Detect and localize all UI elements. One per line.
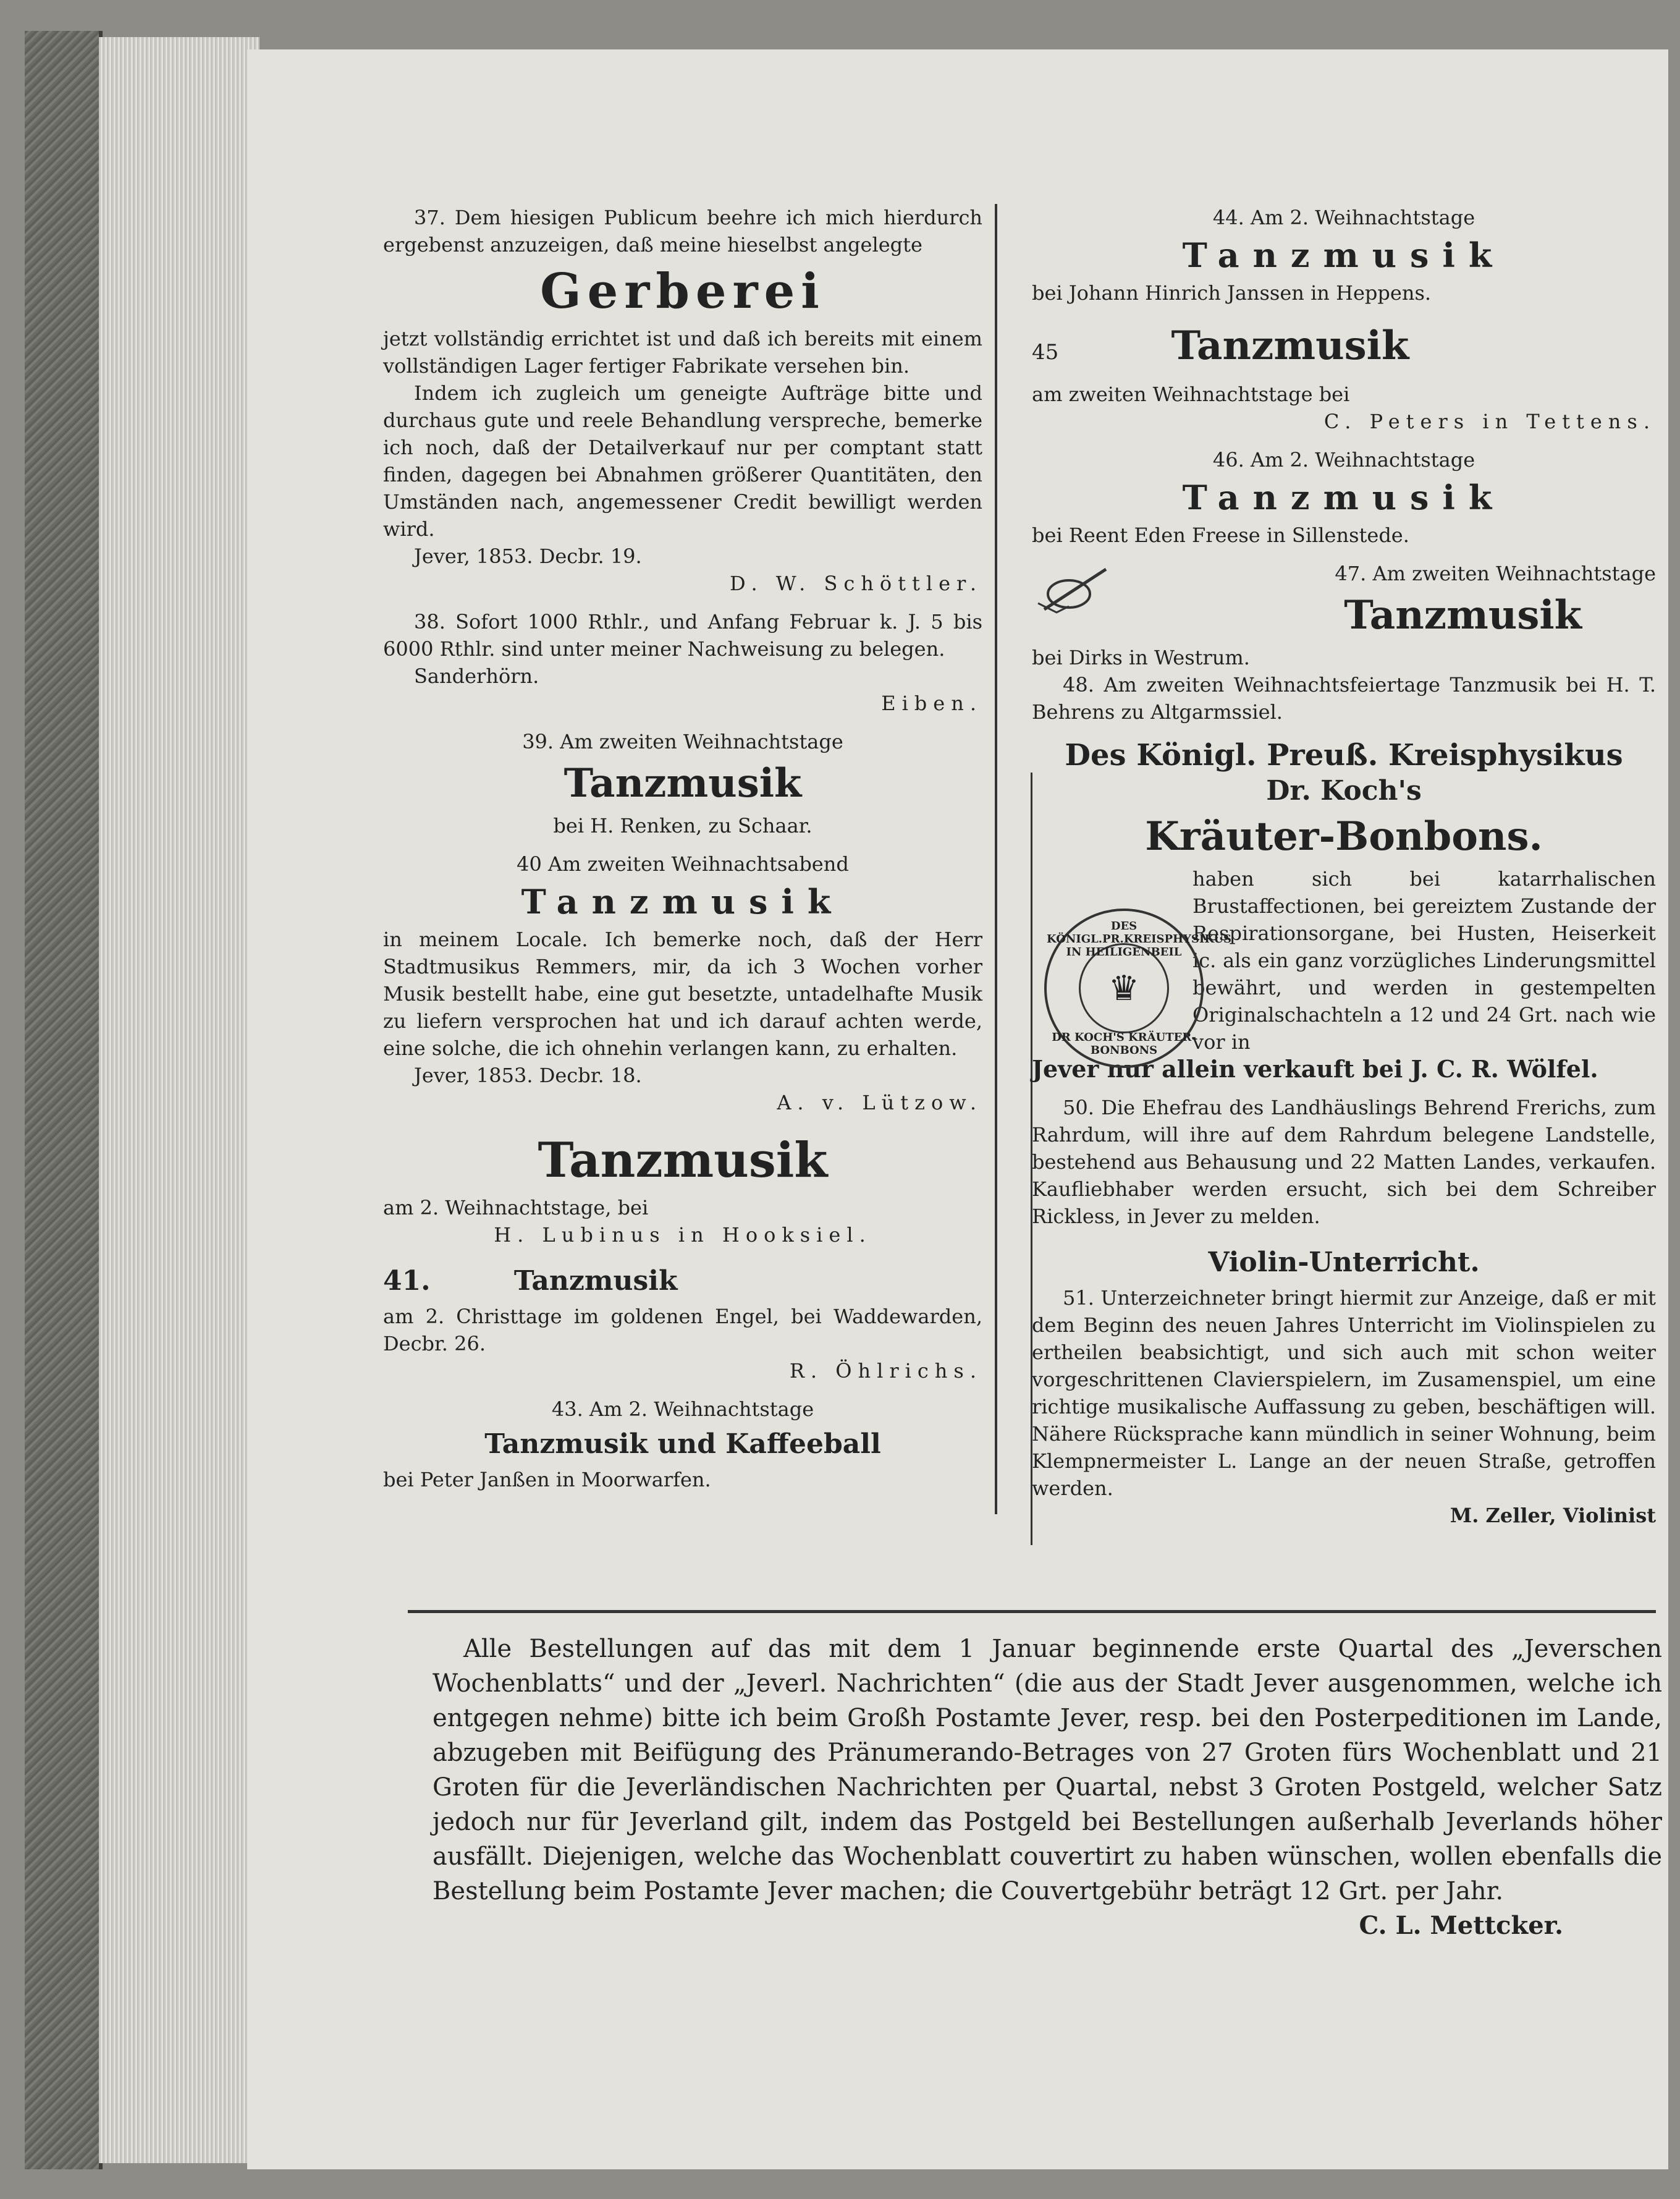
ad46-heading: Tanzmusik bbox=[1182, 478, 1506, 517]
seal-top-text: DES KÖNIGL.PR.KREISPHYSIKUS IN HEILIGENBEIL bbox=[1047, 920, 1232, 959]
ad43-heading: Tanzmusik und Kaffeeball bbox=[484, 1428, 881, 1460]
seal-emblem-icon: ♛ bbox=[1079, 943, 1169, 1033]
ad40-heading: Tanzmusik bbox=[521, 882, 845, 922]
ad47-heading: Tanzmusik bbox=[1344, 592, 1582, 638]
koch-line1: Des Königl. Preuß. Kreisphysikus bbox=[1065, 738, 1623, 773]
ad37-heading: Gerberei bbox=[540, 263, 825, 320]
ad41-body: am 2. Christtage im goldenen Engel, bei Waddewarden, Decbr. 26. bbox=[383, 1305, 982, 1355]
lubinus-line1: am 2. Weihnachtstage, bei bbox=[383, 1196, 649, 1219]
page-edges bbox=[99, 37, 260, 2163]
ad37-body: jetzt vollständig errichtet ist und daß ich bereits mit einem vollständigen Lager fertiger Fabrikate versehen bin. bbox=[383, 327, 982, 378]
ad51-body: 51. Unterzeichneter bringt hiermit zur Anzeige, daß er mit dem Beginn des neuen Jahres Unterricht im Violinspielen zu ertheilen beabsichtigt, und sich auch mit schon weiter vorgeschrittenen Clavierspielern, im Zusamenspiel, um eine richtige musikalische Auffassung zu geben, beschäftigen will. Nähere Rücksprache kann mündlich in seiner Wohnung, beim Klempnermeister L. Lange an der neuen Straße, getroffen werden. bbox=[1032, 1286, 1656, 1500]
ad37-intro: 37. Dem hiesigen Publicum beehre ich mich hierdurch ergebenst anzuzeigen, daß meine hieselbst angelegte bbox=[383, 206, 982, 256]
koch-seller: Jever nur allein verkauft bei J. C. R. Wölfel. bbox=[1032, 1055, 1598, 1083]
ad45-line2: C. Peters in Tettens. bbox=[1323, 410, 1656, 433]
ad46-intro: 46. Am 2. Weihnachtstage bbox=[1212, 448, 1475, 472]
ad47-line: bei Dirks in Westrum. bbox=[1032, 646, 1250, 669]
ad40-body: in meinem Locale. Ich bemerke noch, daß der Herr Stadtmusikus Remmers, mir, da ich 3 Wochen vorher Musik bestellt habe, eine gut besetzte, untadelhafte Musik zu liefern versprochen hat und ich darauf achten werde, eine solche, die ich ohnehin verlangen kann, zu erhalten. bbox=[383, 928, 982, 1060]
ad39-intro: 39. Am zweiten Weihnachtstage bbox=[522, 730, 843, 753]
ad40-date: Jever, 1853. Decbr. 18. bbox=[414, 1064, 642, 1087]
ad45-heading: Tanzmusik bbox=[1171, 323, 1409, 369]
lubinus-line2: H. Lubinus in Hooksiel. bbox=[494, 1223, 872, 1247]
ad47-intro: 47. Am zweiten Weihnachtstage bbox=[1335, 562, 1656, 585]
koch-line2: Dr. Koch's bbox=[1266, 775, 1422, 807]
ad50-text: 50. Die Ehefrau des Landhäuslings Behrend Frerichs, zum Rahrdum, will ihre auf dem Rahrdum belegene Landstelle, bestehend aus Behausung und 22 Matten Landes, verkaufen. Kaufliebhaber werden ersucht, sich bei dem Schreiber Rickless, in Jever zu melden. bbox=[1032, 1096, 1656, 1228]
subscription-notice bbox=[433, 1632, 1662, 1943]
ad51-signature: M. Zeller, Violinist bbox=[1450, 1504, 1656, 1527]
ad43-intro: 43. Am 2. Weihnachtstage bbox=[551, 1397, 814, 1421]
koch-body: haben sich bei katarrhalischen Brustaffectionen, bei gereiztem Zustande der Respirationsorgane, bei Husten, Heiserkeit ic. als ein ganz vorzügliches Linderungsmittel bewährt, und werden in gestempelten Originalschachteln a 12 und 24 Grt. nach wie vor in bbox=[1192, 867, 1656, 1054]
ad38-text: 38. Sofort 1000 Rthlr., und Anfang Februar k. J. 5 bis 6000 Rthlr. sind unter meiner Nachweisung zu belegen. bbox=[383, 610, 982, 661]
left-column bbox=[383, 204, 982, 1493]
ad41-number: 41. bbox=[383, 1265, 431, 1297]
ad43-line: bei Peter Janßen in Moorwarfen. bbox=[383, 1468, 711, 1491]
ad41-heading: Tanzmusik bbox=[513, 1265, 678, 1297]
book-binding bbox=[25, 31, 103, 2169]
ad48-text: 48. Am zweiten Weihnachtsfeiertage Tanzmusik bei H. T. Behrens zu Altgarmssiel. bbox=[1032, 673, 1656, 724]
ad44-heading: Tanzmusik bbox=[1182, 235, 1506, 275]
subscription-text: Alle Bestellungen auf das mit dem 1 Januar beginnende erste Quartal des „Jeverschen Wochenblatts“ und der „Jeverl. Nachrichten“ (die aus der Stadt Jever ausgenommen, welche ich entgegen nehme) bitte ich beim Großh Postamte Jever, resp. bei den Posterpeditionen im Lande, abzugeben mit Beifügung des Pränumerando-Betrages von 27 Groten fürs Wochenblatt und 21 Groten für die Jeverländischen Nachrichten per Quartal, nebst 3 Groten Postgeld, welcher Satz jedoch nur für Jeverland gilt, indem das Postgeld bei Bestellungen außerhalb Jeverlands höher ausfällt. Diejenigen, welche das Wochenblatt couvertirt zu haben wünschen, wollen ebenfalls die Bestellung beim Postamte Jever machen; die Couvertgebühr beträgt 12 Grt. per Jahr. bbox=[433, 1635, 1662, 1905]
ad38-place: Sanderhörn. bbox=[414, 664, 539, 688]
ad44-line: bei Johann Hinrich Janssen in Heppens. bbox=[1032, 281, 1432, 305]
koch-heading: Kräuter-Bonbons. bbox=[1145, 813, 1543, 860]
ad46-line: bei Reent Eden Freese in Sillenstede. bbox=[1032, 523, 1409, 547]
ad45-line1: am zweiten Weihnachtstage bei bbox=[1032, 383, 1350, 406]
column-divider bbox=[995, 204, 997, 1514]
ad37-signature: D. W. Schöttler. bbox=[729, 572, 982, 595]
seal-bottom-text: DR KOCH'S KRÄUTER-BONBONS bbox=[1052, 1031, 1196, 1057]
ad39-heading: Tanzmusik bbox=[564, 760, 802, 807]
subscription-signature: C. L. Mettcker. bbox=[1359, 1911, 1563, 1940]
koch-seal-stamp bbox=[1044, 909, 1232, 1068]
ad41-signature: R. Öhlrichs. bbox=[789, 1359, 982, 1383]
ad44-intro: 44. Am 2. Weihnachtstage bbox=[1212, 206, 1475, 229]
ad37-body2: Indem ich zugleich um geneigte Aufträge bitte und durchaus gute und reele Behandlung verspreche, bemerke ich noch, daß der Detailverkauf nur per comptant statt finden, dagegen bei Abnahmen größerer Quantitäten, den Umständen nach, angemessener Credit bewilligt werden wird. bbox=[383, 381, 982, 541]
right-column bbox=[1032, 204, 1656, 1529]
lubinus-heading: Tanzmusik bbox=[538, 1132, 828, 1188]
ad40-signature: A. v. Lützow. bbox=[777, 1091, 982, 1114]
ad40-intro: 40 Am zweiten Weihnachtsabend bbox=[517, 852, 849, 876]
ad37-date: Jever, 1853. Decbr. 19. bbox=[414, 544, 642, 568]
ad38-signature: Eiben. bbox=[881, 692, 982, 715]
ad39-line: bei H. Renken, zu Schaar. bbox=[553, 814, 813, 837]
ad45-number: 45 bbox=[1032, 340, 1059, 365]
ad51-heading: Violin-Unterricht. bbox=[1208, 1247, 1480, 1278]
violin-icon bbox=[1032, 560, 1112, 616]
section-rule bbox=[408, 1610, 1656, 1613]
